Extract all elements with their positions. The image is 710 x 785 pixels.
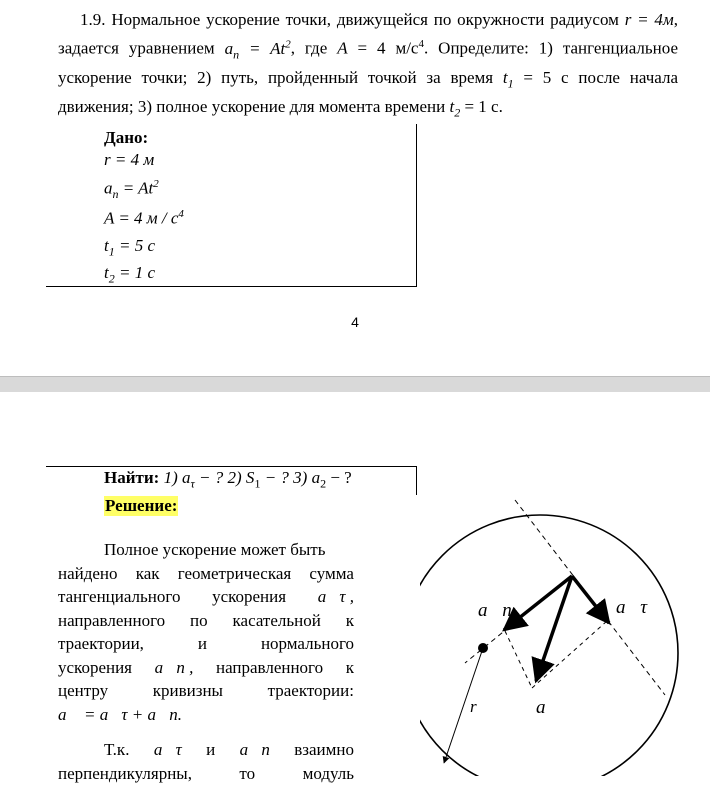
A-value: = 4 м/с — [348, 39, 419, 58]
solution-word: нормального — [261, 632, 354, 656]
given-an-rhs: = At — [119, 179, 154, 198]
solution-word: направленного — [216, 656, 323, 680]
solution-word: Полное ускорение может быть — [104, 538, 325, 562]
A-symbol: A — [337, 39, 347, 58]
given-box — [46, 124, 417, 287]
t1-sub: 1 — [508, 76, 514, 90]
find-q1-sub: τ — [191, 476, 195, 490]
label-an: a⃗n — [478, 600, 512, 621]
solution-line — [58, 609, 354, 633]
problem-end: с. — [491, 97, 503, 116]
solution-word: Т.к. — [104, 738, 129, 762]
problem-line3: тангенциальное ускорение точки; 2) путь, пройденный точкой за время — [58, 39, 678, 87]
t1-symbol: t — [503, 68, 508, 87]
given-t2-sub: 2 — [109, 271, 115, 285]
given-t2-symbol: t — [104, 263, 109, 282]
solution-title: Решение: — [104, 496, 178, 516]
parallelogram-side-1 — [505, 631, 532, 688]
find-label: Найти: — [104, 468, 159, 487]
given-radius: r = 4 м — [104, 150, 154, 170]
solution-word: центру — [58, 679, 108, 703]
find-q3-tail: − ? — [326, 468, 352, 487]
solution-line — [58, 656, 354, 680]
solution-line — [58, 762, 354, 785]
solution-word: a⃗τ , — [318, 585, 354, 609]
find-q1-tail: − ? 2) S — [195, 468, 255, 487]
given-an-sub: n — [113, 187, 119, 201]
solution-word: кривизны — [153, 679, 223, 703]
find-q2-sub: 1 — [254, 476, 260, 490]
solution-line — [58, 703, 354, 727]
solution-word: касательной — [233, 609, 321, 633]
label-r: r — [470, 697, 477, 716]
solution-word: к — [346, 656, 354, 680]
label-a: a⃗ — [536, 697, 560, 718]
solution-line — [58, 679, 354, 703]
an-expr — [225, 39, 291, 58]
solution-word: модуль — [303, 762, 354, 785]
find-q1: 1) a — [159, 468, 190, 487]
problem-text-b: , где — [291, 39, 328, 58]
solution-word: траектории, — [58, 632, 144, 656]
given-title: Дано: — [104, 128, 148, 148]
find-q3-sub: 2 — [320, 476, 326, 490]
solution-word: взаимно — [294, 738, 354, 762]
solution-word: перпендикулярны, — [58, 762, 192, 785]
solution-word: a⃗n — [240, 738, 270, 762]
solution-line — [58, 585, 354, 609]
solution-word: геометрическая — [178, 562, 291, 586]
vector-at — [572, 576, 609, 623]
given-t2 — [104, 263, 155, 286]
solution-word: найдено — [58, 562, 118, 586]
given-an-symbol: a — [104, 179, 113, 198]
solution-word: траектории: — [268, 679, 354, 703]
given-t1-symbol: t — [104, 236, 109, 255]
t2-symbol: t — [449, 97, 454, 116]
given-A — [104, 208, 184, 229]
solution-word: ускорения — [212, 585, 286, 609]
solution-word: a⃗τ — [154, 738, 182, 762]
solution-word: по — [190, 609, 208, 633]
solution-line — [58, 538, 354, 562]
solution-word: и — [206, 738, 215, 762]
page-number: 4 — [0, 314, 710, 330]
given-t1-sub: 1 — [109, 244, 115, 258]
t2-sub: 2 — [454, 106, 460, 120]
an-pow: 2 — [285, 38, 291, 50]
given-A-pow: 4 — [178, 208, 184, 220]
t2-value: = 1 — [464, 97, 486, 116]
acceleration-diagram — [420, 480, 710, 776]
an-rhs: = At — [239, 39, 285, 58]
given-an-pow: 2 — [153, 178, 159, 190]
given-t1-rhs: = 5 с — [115, 236, 155, 255]
t1-value: = 5 с после начала движения; 3) полное ускорение для момента времени — [58, 68, 678, 116]
find-q2-tail: − ? 3) a — [260, 468, 320, 487]
A-pow: 4 — [418, 38, 424, 50]
solution-word: к — [346, 609, 354, 633]
radius-arrow — [444, 648, 483, 763]
solution-word: направленного — [58, 609, 165, 633]
label-at: a⃗τ — [616, 597, 648, 618]
problem-text-a: , задается уравнением — [58, 10, 678, 58]
problem-number: 1.9. — [80, 10, 106, 29]
solution-word: сумма — [309, 562, 354, 586]
find-line — [104, 468, 352, 491]
radius-expr: r = 4м — [625, 10, 674, 29]
solution-line — [58, 738, 354, 762]
solution-word: то — [239, 762, 255, 785]
solution-text — [58, 538, 354, 785]
problem-line1: Нормальное ускорение точки, движущейся по окружности радиусом — [111, 10, 619, 29]
given-t2-rhs: = 1 с — [115, 263, 155, 282]
solution-line — [58, 562, 354, 586]
an-sub: n — [233, 47, 239, 61]
given-an — [104, 178, 159, 202]
solution-word: как — [136, 562, 160, 586]
solution-word: ускорения — [58, 656, 132, 680]
given-A-text: A = 4 м / с — [104, 209, 178, 228]
t1-expr — [503, 68, 514, 87]
solution-word: и — [198, 632, 207, 656]
an-symbol: a — [225, 39, 234, 58]
t2-expr — [449, 97, 460, 116]
solution-line — [58, 632, 354, 656]
solution-word: a⃗ = a⃗τ + a⃗n. — [58, 703, 182, 727]
solution-word: тангенциального — [58, 585, 180, 609]
solution-word: a⃗n , — [155, 656, 194, 680]
problem-text-c: . Определите: 1) — [424, 39, 553, 58]
given-t1 — [104, 236, 155, 259]
problem-statement — [58, 8, 678, 125]
